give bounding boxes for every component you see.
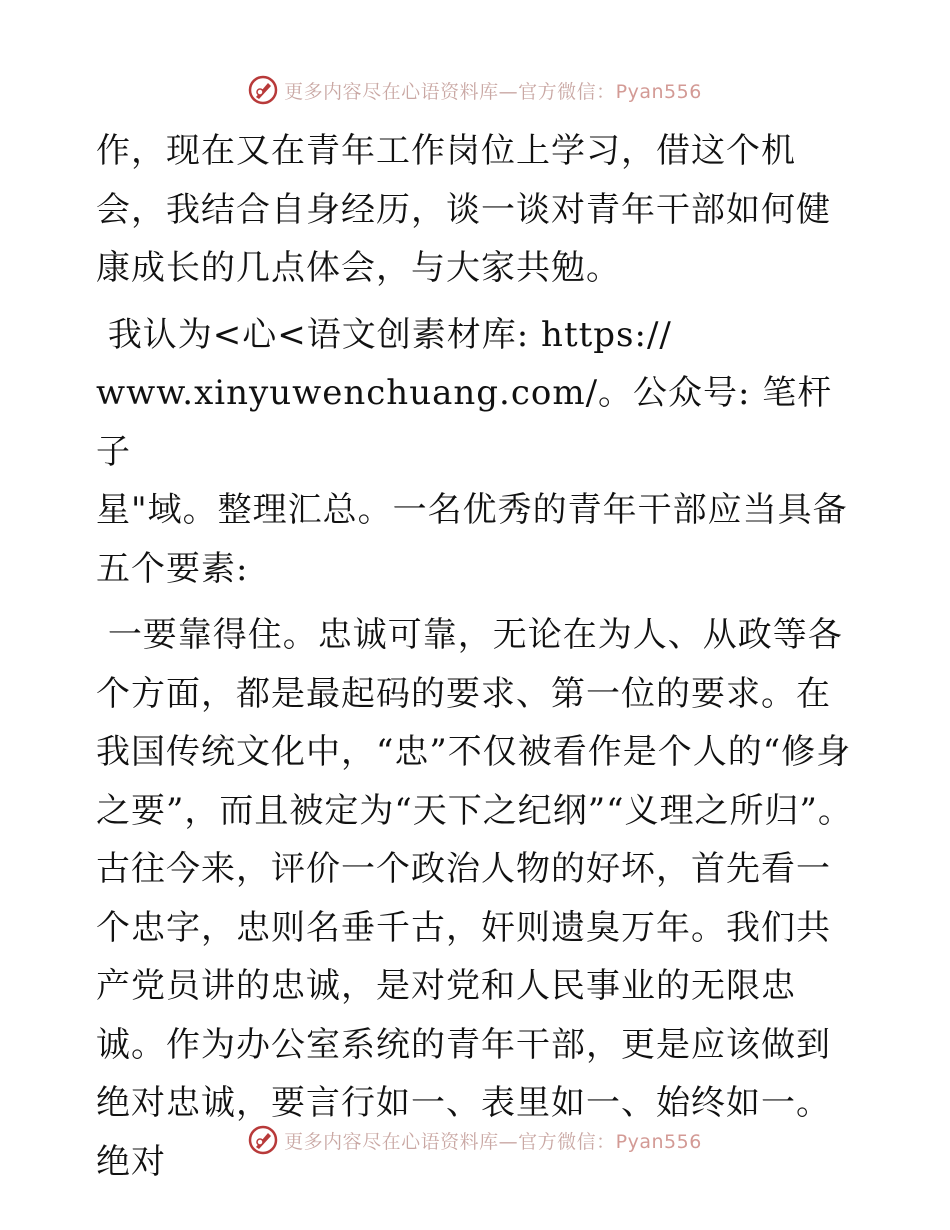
- paragraph-2: 我认为<心<语文创素材库: https:// www.xinyuwenchuang.com/。公众号: 笔杆子 星"域。整理汇总。一名优秀的青年干部应当具备五个要素:: [96, 314, 848, 589]
- watermark-text: [284, 77, 702, 104]
- watermark-label: 更多内容尽在心语资料库—官方微信：: [284, 80, 616, 103]
- header-watermark: [0, 70, 950, 110]
- watermark-text: [284, 1127, 702, 1154]
- paragraph-1: 作，现在又在青年工作岗位上学习，借这个机会，我结合自身经历，谈一谈对青年干部如何健康成长的几点体会，与大家共勉。: [96, 131, 831, 288]
- watermark-label: 更多内容尽在心语资料库—官方微信：: [284, 1130, 616, 1153]
- watermark-wechat-id: Pyan556: [615, 80, 702, 103]
- footer-watermark: [0, 1120, 950, 1160]
- pen-logo-icon: [248, 75, 278, 105]
- watermark-wechat-id: Pyan556: [615, 1130, 702, 1153]
- document-body: [96, 122, 856, 1191]
- pen-logo-icon: [248, 1125, 278, 1155]
- paragraph-3: 一要靠得住。忠诚可靠，无论在为人、从政等各个方面，都是最起码的要求、第一位的要求。在我国传统文化中，“忠”不仅被看作是个人的“修身之要”，而且被定为“天下之纪纲”“义理之所归”。古往今来，评价一个政治人物的好坏，首先看一个忠字，忠则名垂千古，奸则遗臭万年。我们共产党员讲的忠诚，是对党和人民事业的无限忠诚。作为办公室系统的青年干部，更是应该做到绝对忠诚，要言行如一、表里如一、始终如一。绝对: [96, 615, 853, 1182]
